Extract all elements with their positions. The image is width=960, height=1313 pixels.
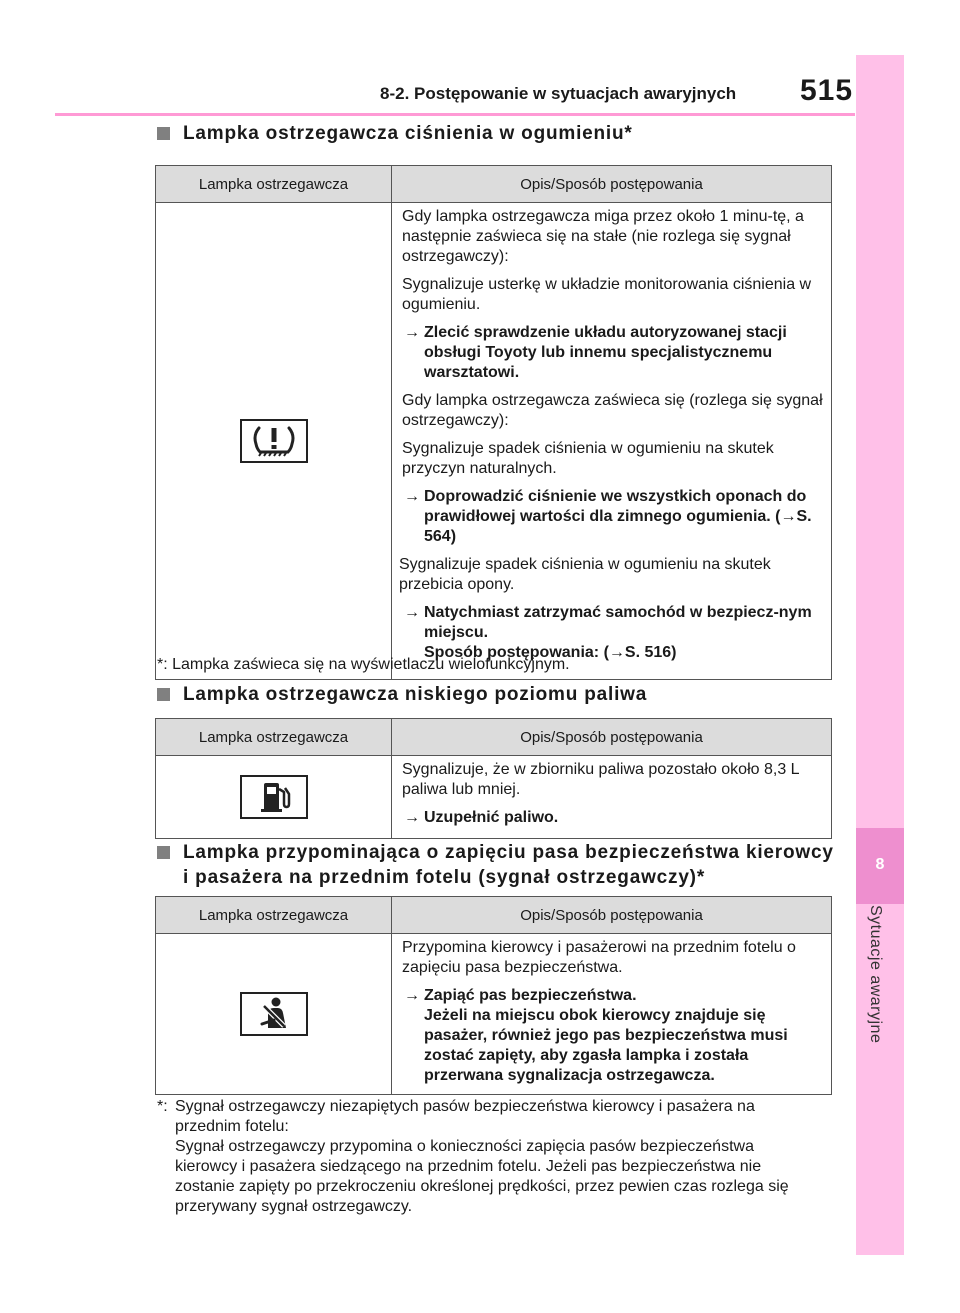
fuel-level-table — [155, 718, 832, 839]
tire-pressure-table — [155, 165, 832, 680]
table-row — [156, 934, 832, 1095]
column-header-description: Opis/Sposób postępowania — [392, 897, 832, 934]
seatbelt-reminder-icon — [240, 992, 308, 1036]
footnote-text: Sygnał ostrzegawczy niezapiętych pasów bezpieczeństwa kierowcy i pasażera na przednim fotelu: Sygnał ostrzegawczy przypomina o konieczności zapięcia pasów bezpieczeństwa kierowcy i pasażera siedzącego na przednim fotelu. Jeżeli pas bezpieczeństwa nie zostanie zapięty po przekroczeniu określonej prędkości, przez pewien czas rozlega się przerywany sygnał ostrzegawczy. — [175, 1098, 789, 1215]
icon-cell — [156, 203, 392, 680]
footnote-marker: *: — [157, 1098, 168, 1115]
section-title-seatbelt: Lampka przypominająca o zapięciu pasa bezpieczeństwa kierowcy i pasażera na przednim fotelu (sygnał ostrzegawczy)* — [157, 840, 837, 890]
bullet-square-icon — [157, 127, 170, 140]
icon-cell — [156, 934, 392, 1095]
action-item: → Uzupełnić paliwo. — [404, 809, 559, 826]
column-header-description: Opis/Sposób postępowania — [392, 166, 832, 203]
table-header-row — [156, 897, 832, 934]
chapter-side-tab — [856, 55, 904, 1255]
action-item: → Zlecić sprawdzenie układu autoryzowanej stacji obsługi Toyoty lub innemu specjalistycznemu warsztatowi. — [404, 324, 787, 381]
column-header-warning-light: Lampka ostrzegawcza — [156, 166, 392, 203]
bullet-square-icon — [157, 688, 170, 701]
table-header-row — [156, 719, 832, 756]
tire-pressure-warning-icon — [240, 419, 308, 463]
description-text: Gdy lampka ostrzegawcza miga przez około 1 minu-tę, a następnie zaświeca się na stałe (nie rozlega się sygnał ostrzegawczy): — [402, 208, 804, 265]
arrow-icon: → — [404, 324, 420, 341]
running-header: 8-2. Postępowanie w sytuacjach awaryjnych — [380, 84, 737, 103]
description-text: Gdy lampka ostrzegawcza zaświeca się (rozlega się sygnał ostrzegawczy): — [402, 392, 823, 429]
table-row — [156, 203, 832, 680]
description-text: Sygnalizuje spadek ciśnienia w ogumieniu na skutek przebicia opony. — [399, 556, 771, 593]
description-cell — [392, 934, 832, 1095]
header-divider — [55, 113, 855, 116]
table-row — [156, 756, 832, 839]
arrow-icon: → — [404, 809, 420, 826]
seatbelt-reminder-table — [155, 896, 832, 1095]
footnote — [157, 1097, 817, 1217]
description-text: Przypomina kierowcy i pasażerowi na przednim fotelu o zapięciu pasa bezpieczeństwa. — [402, 939, 796, 976]
action-item: → Natychmiast zatrzymać samochód w bezpiecz-nym miejscu. Sposób postępowania: (→S. 516) — [404, 604, 812, 661]
action-item: → Doprowadzić ciśnienie we wszystkich oponach do prawidłowej wartości dla zimnego ogumienia. (→S. 564) — [404, 488, 812, 545]
icon-cell — [156, 756, 392, 839]
arrow-icon: → — [404, 488, 420, 505]
column-header-warning-light: Lampka ostrzegawcza — [156, 719, 392, 756]
arrow-icon: → — [404, 604, 420, 621]
description-text: Sygnalizuje spadek ciśnienia w ogumieniu na skutek przyczyn naturalnych. — [402, 440, 774, 477]
footnote: *: Lampka zaświeca się na wyświetlaczu wielofunkcyjnym. — [157, 656, 570, 673]
bullet-square-icon — [157, 846, 170, 859]
description-text: Sygnalizuje usterkę w układzie monitorowania ciśnienia w ogumieniu. — [402, 276, 812, 313]
column-header-description: Opis/Sposób postępowania — [392, 719, 832, 756]
fuel-pump-icon — [240, 775, 308, 819]
action-item: → Zapiąć pas bezpieczeństwa. Jeżeli na miejscu obok kierowcy znajduje się pasażer, również jego pas bezpieczeństwa musi zostać zapięty, aby zgasła lampka i została przerwana sygnalizacja ostrzegawcza. — [404, 987, 788, 1084]
chapter-number: 8 — [875, 856, 885, 873]
column-header-warning-light: Lampka ostrzegawcza — [156, 897, 392, 934]
description-cell — [392, 203, 832, 680]
description-cell — [392, 756, 832, 839]
section-title-fuel: Lampka ostrzegawcza niskiego poziomu paliwa — [157, 682, 647, 707]
table-header-row — [156, 166, 832, 203]
chapter-label: Sytuacje awaryjne — [867, 905, 884, 1044]
page-number: 515 — [800, 74, 854, 107]
description-text: Sygnalizuje, że w zbiorniku paliwa pozostało około 8,3 L paliwa lub mniej. — [402, 761, 799, 798]
arrow-icon: → — [404, 987, 420, 1004]
section-title-tire-pressure: Lampka ostrzegawcza ciśnienia w ogumieniu* — [157, 121, 633, 146]
